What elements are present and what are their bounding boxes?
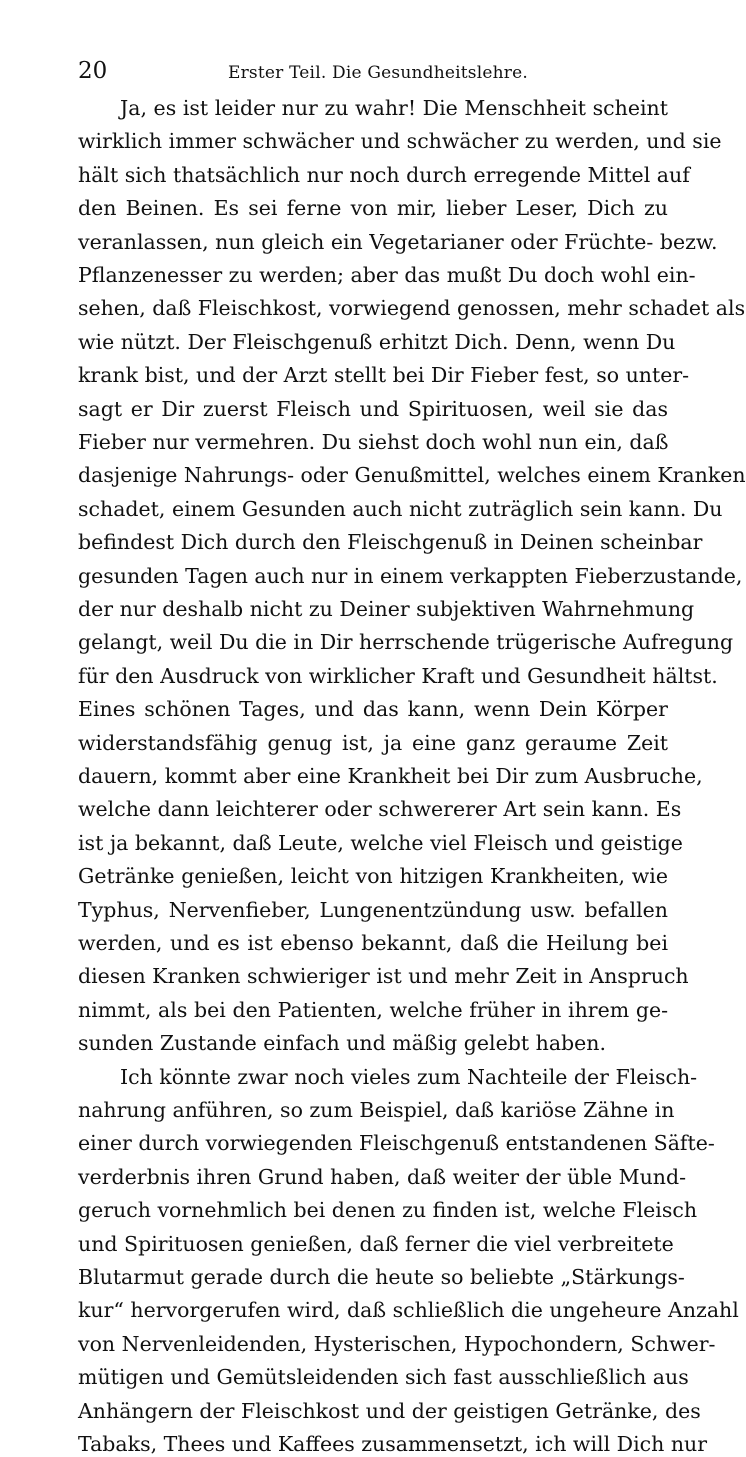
text-line: dasjenige Nahrungs- oder Genußmittel, welches einem Kranken — [78, 463, 746, 488]
text-line: hält sich thatsächlich nur noch durch erregende Mittel auf — [78, 162, 690, 187]
text-line: der nur deshalb nicht zu Deiner subjektiven Wahrnehmung — [78, 597, 695, 621]
text-line: Pflanzenesser zu werden; aber das mußt Du doch wohl ein- — [78, 263, 696, 287]
text-line: diesen Kranken schwieriger ist und mehr Zeit in Anspruch — [78, 964, 689, 989]
text-line: gesunden Tagen auch nur in einem verkappten Fieberzustande, — [78, 563, 743, 588]
text-line: Eines schönen Tages, und das kann, wenn Dein Körper — [78, 697, 668, 722]
text-line: nahrung anführen, so zum Beispiel, daß kariöse Zähne in — [78, 1098, 675, 1122]
text-line: ist ja bekannt, daß Leute, welche viel Fleisch und geistige — [78, 830, 683, 855]
text-line: dauern, kommt aber eine Krankheit bei Dir zum Ausbruche, — [78, 764, 703, 788]
text-line: von Nervenleidenden, Hysterischen, Hypochondern, Schwer- — [78, 1331, 716, 1356]
text-line: Fieber nur vermehren. Du siehst doch wohl nun ein, daß — [78, 430, 669, 454]
text-line: den Beinen. Es sei ferne von mir, lieber Leser, Dich zu — [78, 196, 668, 221]
text-line: gelangt, weil Du die in Dir herrschende trügerische Aufregung — [78, 630, 734, 655]
text-line: Ja, es ist leider nur zu wahr! Die Menschheit scheint — [120, 96, 668, 120]
text-line: schadet, einem Gesunden auch nicht zuträglich sein kann. Du — [78, 496, 723, 521]
text-line: wirklich immer schwächer und schwächer zu werden, und sie — [78, 129, 722, 154]
text-line: Getränke genießen, leicht von hitzigen Krankheiten, wie — [78, 864, 668, 889]
page-number: 20 — [78, 58, 108, 84]
running-head: Erster Teil. Die Gesundheitslehre. — [228, 63, 528, 83]
text-line: werden, und es ist ebenso bekannt, daß die Heilung bei — [78, 931, 668, 955]
text-line: und Spirituosen genießen, daß ferner die viel verbreitete — [78, 1231, 674, 1256]
text-line: Anhängern der Fleischkost und der geistigen Getränke, des — [78, 1398, 701, 1423]
text-line: einer durch vorwiegenden Fleischgenuß entstandenen Säfte- — [78, 1131, 715, 1156]
text-line: wie nützt. Der Fleischgenuß erhitzt Dich. Denn, wenn Du — [78, 329, 676, 354]
text-line: nimmt, als bei den Patienten, welche früher in ihrem ge- — [78, 997, 668, 1022]
text-line: Blutarmut gerade durch die heute so beliebte „Stärkungs- — [78, 1265, 685, 1289]
text-line: geruch vornehmlich bei denen zu finden ist, welche Fleisch — [78, 1198, 698, 1223]
text-line: widerstandsfähig genug ist, ja eine ganz geraume Zeit — [78, 730, 668, 755]
text-line: Tabaks, Thees und Kaffees zusammensetzt, ich will Dich nur — [78, 1432, 708, 1456]
text-line: krank bist, und der Arzt stellt bei Dir Fieber fest, so unter- — [78, 363, 690, 388]
text-line: sagt er Dir zuerst Fleisch und Spirituosen, weil sie das — [78, 396, 668, 421]
text-line: veranlassen, nun gleich ein Vegetarianer oder Früchte- bezw. — [78, 229, 718, 254]
page-header — [78, 56, 668, 86]
text-line: mütigen und Gemütsleidenden sich fast ausschließlich aus — [78, 1365, 689, 1390]
text-line: kur“ hervorgerufen wird, daß schließlich die ungeheure Anzahl — [78, 1298, 739, 1323]
text-line: sunden Zustande einfach und mäßig gelebt haben. — [78, 1031, 607, 1056]
text-line: befindest Dich durch den Fleischgenuß in Deinen scheinbar — [78, 530, 703, 555]
text-line: welche dann leichterer oder schwererer Art sein kann. Es — [78, 797, 682, 822]
text-line: verderbnis ihren Grund haben, daß weiter der üble Mund- — [78, 1164, 687, 1189]
text-line: für den Ausdruck von wirklicher Kraft und Gesundheit hältst. — [78, 663, 718, 688]
text-line: Typhus, Nervenfieber, Lungenentzündung usw. befallen — [78, 897, 668, 922]
text-line: Ich könnte zwar noch vieles zum Nachteile der Fleisch- — [120, 1064, 698, 1089]
text-line: sehen, daß Fleischkost, vorwiegend genossen, mehr schadet als — [78, 296, 746, 321]
